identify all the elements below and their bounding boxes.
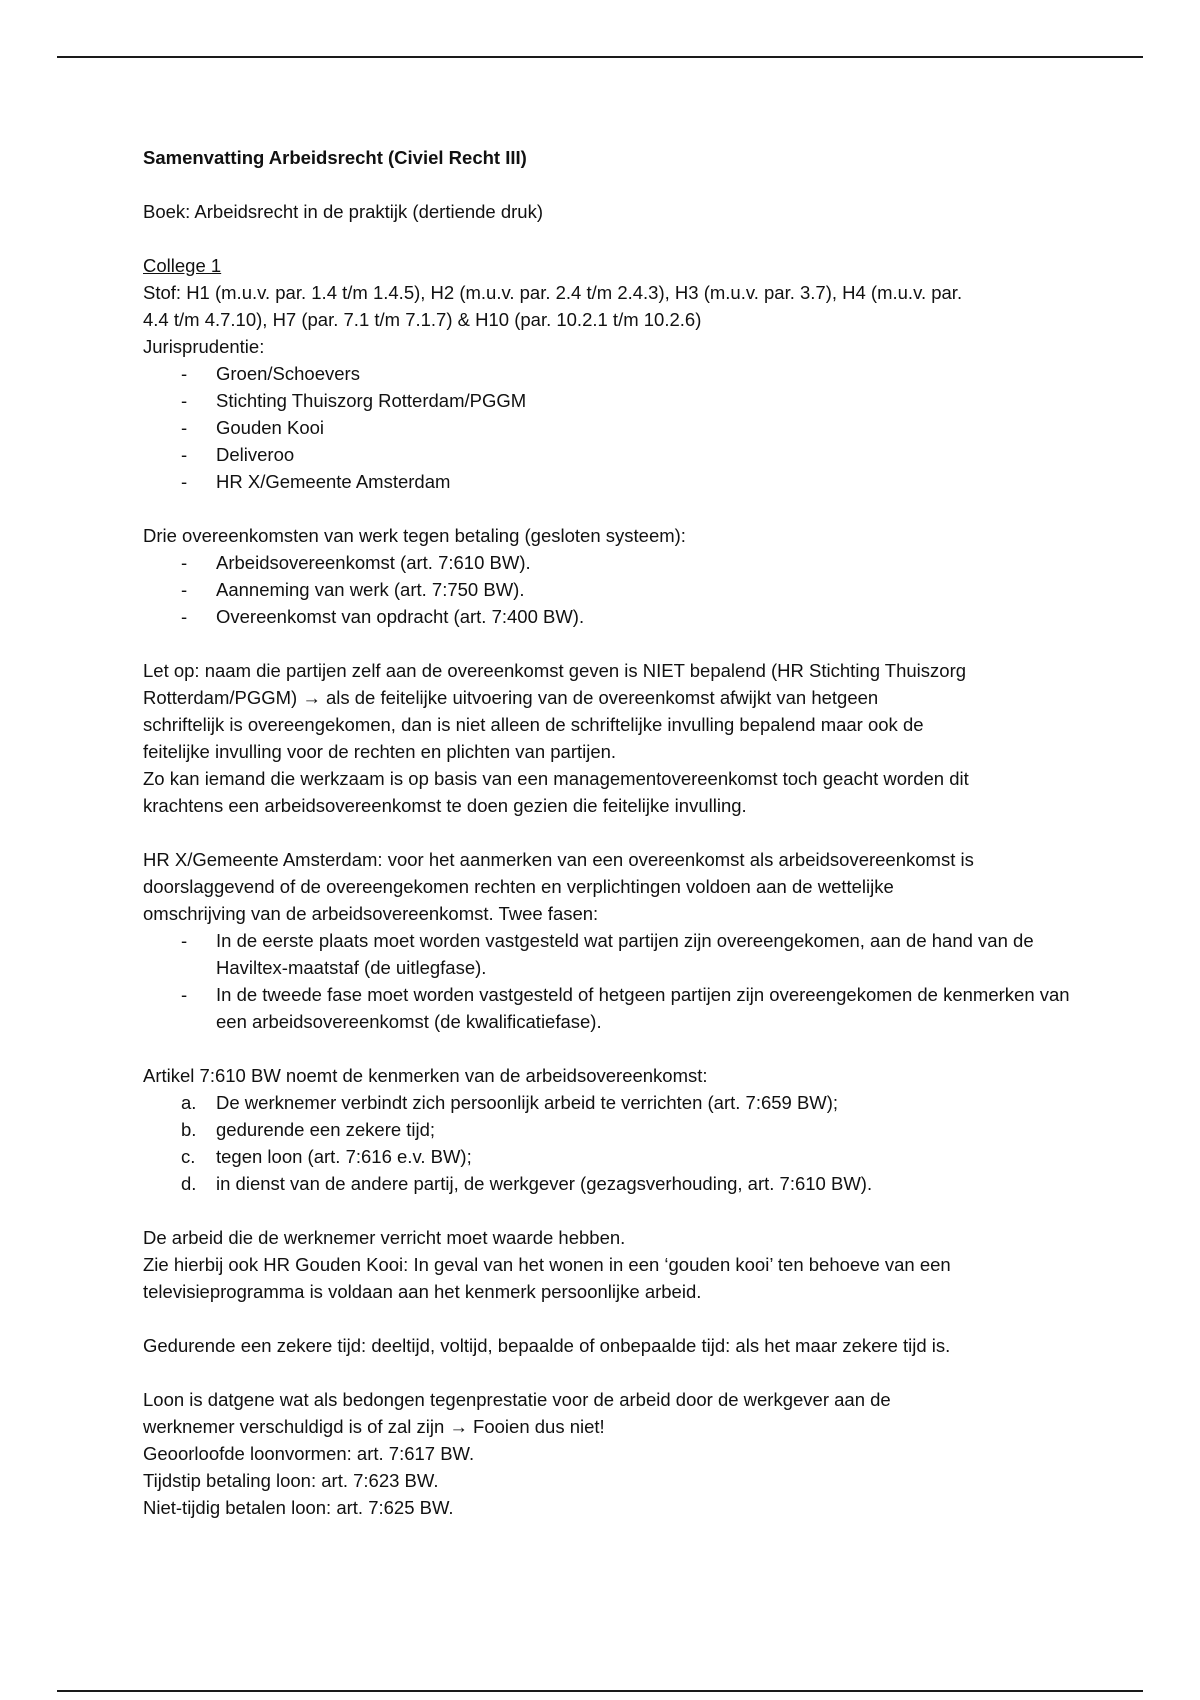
list-item: - Groen/Schoevers (143, 360, 1078, 387)
loon-line: Loon is datgene wat als bedongen tegenprestatie voor de arbeid door de werkgever aan de (143, 1389, 891, 1410)
list-marker: b. (181, 1119, 197, 1140)
hrx-line: HR X/Gemeente Amsterdam: voor het aanmerken van een overeenkomst als arbeidsovereenkomst is (143, 849, 974, 870)
list-item: b. gedurende een zekere tijd; (143, 1116, 1078, 1143)
tijd-line: Gedurende een zekere tijd: deeltijd, voltijd, bepaalde of onbepaalde tijd: als het maar zekere tijd is. (143, 1335, 951, 1356)
stof-line-2: 4.4 t/m 4.7.10), H7 (par. 7.1 t/m 7.1.7) & H10 (par. 10.2.1 t/m 10.2.6) (143, 309, 702, 330)
arbeid-line: De arbeid die de werknemer verricht moet waarde hebben. (143, 1227, 626, 1248)
header-rule (57, 56, 1143, 58)
letop-line: Let op: naam die partijen zelf aan de overeenkomst geven is NIET bepalend (HR Stichting Thuiszorg (143, 660, 967, 681)
letop-line: Rotterdam/PGGM) → als de feitelijke uitvoering van de overeenkomst afwijkt van hetgeen (143, 687, 879, 708)
arbeid-line: Zie hierbij ook HR Gouden Kooi: In geval van het wonen in een ‘gouden kooi’ ten behoeve van een (143, 1254, 951, 1275)
list-marker: a. (181, 1092, 197, 1113)
kenmerken-list (143, 1089, 1078, 1197)
dash-marker: - (181, 363, 188, 384)
drie-intro: Drie overeenkomsten van werk tegen betaling (gesloten systeem): (143, 525, 686, 546)
letop-line: feitelijke invulling voor de rechten en plichten van partijen. (143, 741, 617, 762)
document-title: Samenvatting Arbeidsrecht (Civiel Recht III) (143, 147, 527, 168)
list-marker: d. (181, 1173, 197, 1194)
list-item: - Gouden Kooi (143, 414, 1078, 441)
fasen-list (143, 927, 1078, 1035)
list-item: - Aanneming van werk (art. 7:750 BW). (143, 576, 1078, 603)
list-item: - Overeenkomst van opdracht (art. 7:400 BW). (143, 603, 1078, 630)
list-item: - Stichting Thuiszorg Rotterdam/PGGM (143, 387, 1078, 414)
dash-marker: - (181, 579, 188, 600)
jurisprudentie-list (143, 360, 1078, 495)
stof-line-1: Stof: H1 (m.u.v. par. 1.4 t/m 1.4.5), H2 (m.u.v. par. 2.4 t/m 2.4.3), H3 (m.u.v. par. 3.7), H4 (m.u.v. par. (143, 282, 963, 303)
dash-marker: - (181, 930, 188, 951)
dash-marker: - (181, 606, 188, 627)
list-item: c. tegen loon (art. 7:616 e.v. BW); (143, 1143, 1078, 1170)
list-item: - In de eerste plaats moet worden vastgesteld wat partijen zijn overeengekomen, aan de hand van de Haviltex-maatstaf (de uitlegfase). (143, 927, 1078, 981)
list-item: d. in dienst van de andere partij, de werkgever (gezagsverhouding, art. 7:610 BW). (143, 1170, 1078, 1197)
dash-marker: - (181, 471, 188, 492)
art610-intro: Artikel 7:610 BW noemt de kenmerken van de arbeidsovereenkomst: (143, 1065, 708, 1086)
hrx-line: omschrijving van de arbeidsovereenkomst. Twee fasen: (143, 903, 599, 924)
list-item: - In de tweede fase moet worden vastgesteld of hetgeen partijen zijn overeengekomen de kenmerken van een arbeidsovereenkomst (de kwalificatiefase). (143, 981, 1078, 1035)
document-body (143, 144, 1078, 1521)
dash-marker: - (181, 390, 188, 411)
footer-rule (57, 1690, 1143, 1692)
jurisprudentie-label: Jurisprudentie: (143, 336, 265, 357)
loon-line: Tijdstip betaling loon: art. 7:623 BW. (143, 1470, 439, 1491)
list-item: a. De werknemer verbindt zich persoonlijk arbeid te verrichten (art. 7:659 BW); (143, 1089, 1078, 1116)
dash-marker: - (181, 417, 188, 438)
letop-line: schriftelijk is overeengekomen, dan is niet alleen de schriftelijke invulling bepalend maar ook de (143, 714, 924, 735)
dash-marker: - (181, 444, 188, 465)
dash-marker: - (181, 984, 188, 1005)
loon-line: Niet-tijdig betalen loon: art. 7:625 BW. (143, 1497, 454, 1518)
loon-line: Geoorloofde loonvormen: art. 7:617 BW. (143, 1443, 475, 1464)
dash-marker: - (181, 552, 188, 573)
arbeid-line: televisieprogramma is voldaan aan het kenmerk persoonlijke arbeid. (143, 1281, 702, 1302)
book-line: Boek: Arbeidsrecht in de praktijk (dertiende druk) (143, 201, 544, 222)
list-item: - Deliveroo (143, 441, 1078, 468)
college-heading: College 1 (143, 255, 222, 276)
hrx-line: doorslaggevend of de overeengekomen rechten en verplichtingen voldoen aan de wettelijke (143, 876, 894, 897)
list-marker: c. (181, 1146, 196, 1167)
list-item: - HR X/Gemeente Amsterdam (143, 468, 1078, 495)
overeenkomsten-list (143, 549, 1078, 630)
letop-line: Zo kan iemand die werkzaam is op basis van een managementovereenkomst toch geacht worden dit (143, 768, 969, 789)
letop-line: krachtens een arbeidsovereenkomst te doen gezien die feitelijke invulling. (143, 795, 747, 816)
list-item: - Arbeidsovereenkomst (art. 7:610 BW). (143, 549, 1078, 576)
loon-line: werknemer verschuldigd is of zal zijn → Fooien dus niet! (143, 1416, 605, 1437)
